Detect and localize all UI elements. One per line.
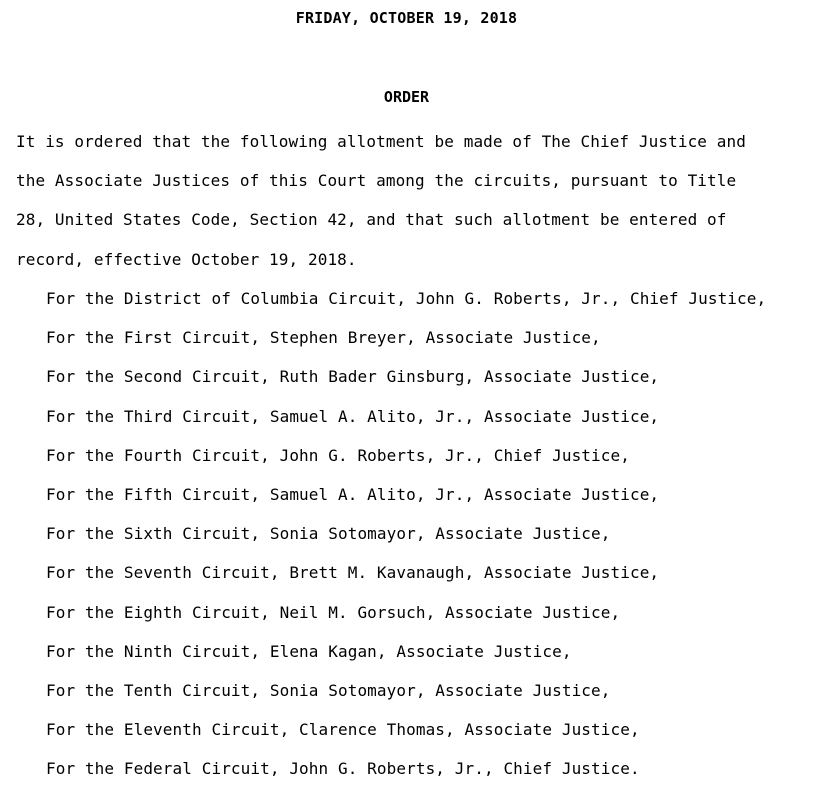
allotment-item-third-circuit: For the Third Circuit, Samuel A. Alito, Jr., Associate Justice,	[46, 406, 660, 426]
order-title: ORDER	[383, 88, 430, 106]
allotment-item-fifth-circuit: For the Fifth Circuit, Samuel A. Alito, Jr., Associate Justice,	[46, 485, 660, 505]
allotment-item-sixth-circuit: For the Sixth Circuit, Sonia Sotomayor, Associate Justice,	[46, 524, 611, 544]
allotment-item-eighth-circuit: For the Eighth Circuit, Neil M. Gorsuch, Associate Justice,	[46, 602, 621, 622]
allotment-item-second-circuit: For the Second Circuit, Ruth Bader Ginsburg, Associate Justice,	[46, 367, 660, 387]
allotment-item-first-circuit: For the First Circuit, Stephen Breyer, Associate Justice,	[46, 328, 601, 348]
order-paragraph	[16, 122, 806, 279]
paragraph-line: the Associate Justices of this Court among the circuits, pursuant to Title	[16, 171, 737, 191]
allotment-item-eleventh-circuit: For the Eleventh Circuit, Clarence Thomas, Associate Justice,	[46, 720, 640, 740]
allotment-item-fourth-circuit: For the Fourth Circuit, John G. Roberts, Jr., Chief Justice,	[46, 445, 630, 465]
allotment-item-seventh-circuit: For the Seventh Circuit, Brett M. Kavanaugh, Associate Justice,	[46, 563, 660, 583]
allotment-item-tenth-circuit: For the Tenth Circuit, Sonia Sotomayor, Associate Justice,	[46, 681, 611, 701]
paragraph-line: record, effective October 19, 2018.	[16, 249, 357, 269]
paragraph-line: It is ordered that the following allotment be made of The Chief Justice and	[16, 132, 746, 151]
allotment-item-federal-circuit: For the Federal Circuit, John G. Roberts, Jr., Chief Justice.	[46, 759, 640, 779]
allotment-item-dc-circuit: For the District of Columbia Circuit, John G. Roberts, Jr., Chief Justice,	[46, 289, 767, 308]
allotment-item-ninth-circuit: For the Ninth Circuit, Elena Kagan, Associate Justice,	[46, 641, 572, 661]
paragraph-line: 28, United States Code, Section 42, and that such allotment be entered of	[16, 210, 727, 230]
date-header: FRIDAY, OCTOBER 19, 2018	[295, 9, 518, 27]
allotment-list	[46, 279, 766, 789]
